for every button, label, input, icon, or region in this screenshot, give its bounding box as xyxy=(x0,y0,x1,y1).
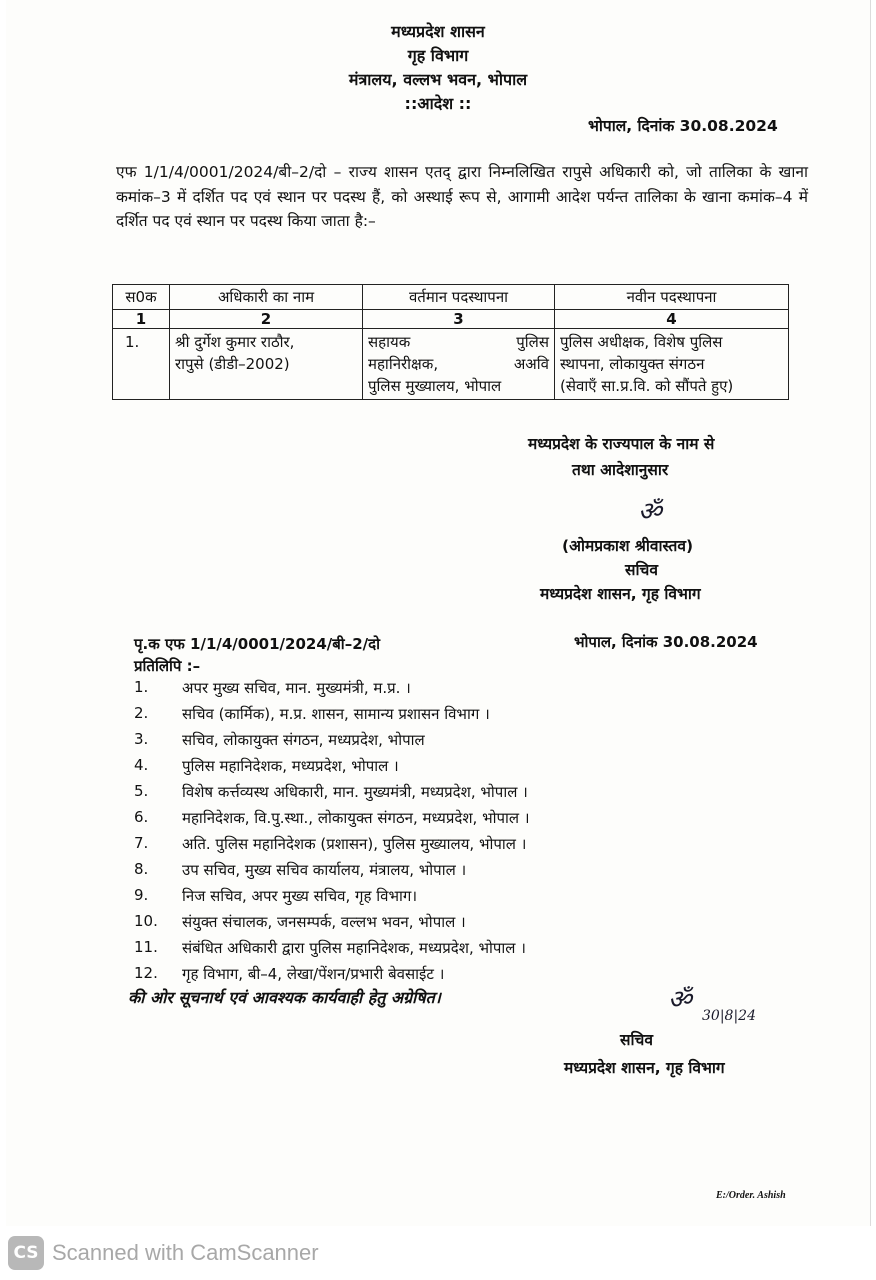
header-govt: मध्यप्रदेश शासन xyxy=(391,22,485,41)
camscanner-logo-icon: CS xyxy=(8,1236,44,1270)
table-header-row xyxy=(113,285,789,310)
header-officer-name: अधिकारी का नाम xyxy=(170,285,363,310)
header-new-posting: नवीन पदस्थापना xyxy=(555,285,789,310)
camscanner-watermark: Scanned with CamScanner xyxy=(52,1240,319,1265)
header-sno: स0क xyxy=(113,285,170,310)
second-signatory-designation: सचिव xyxy=(620,1031,653,1049)
header-order-title: ::आदेश :: xyxy=(404,94,472,113)
table-row xyxy=(113,329,789,400)
file-ref: E:/Order. Ashish xyxy=(716,1190,786,1201)
header-department: गृह विभाग xyxy=(407,46,469,65)
col-number: 2 xyxy=(170,310,363,329)
second-signature-mark: ॐ xyxy=(668,985,692,1015)
col-number: 4 xyxy=(555,310,789,329)
cell-current-posting: सहायक पुलिस महानिरीक्षक, अअवि पुलिस मुख्यालय, भोपाल xyxy=(363,329,555,400)
order-date: भोपाल, दिनांक 30.08.2024 xyxy=(588,117,778,135)
authority-line-2: तथा आदेशानुसार xyxy=(572,461,669,479)
table-column-number-row xyxy=(113,310,789,329)
cell-new-posting: पुलिस अधीक्षक, विशेष पुलिस स्थापना, लोकायुक्त संगठन (सेवाएँ सा.प्र.वि. को सौंपते हुए) xyxy=(555,329,789,400)
col-number: 1 xyxy=(113,310,170,329)
signatory-name: (ओमप्रकाश श्रीवास्तव) xyxy=(562,537,694,555)
cell-officer-name: श्री दुर्गेश कुमार राठौर, रापुसे (डीडी–2002) xyxy=(170,329,363,400)
second-signatory-department: मध्यप्रदेश शासन, गृह विभाग xyxy=(564,1059,725,1077)
col-number: 3 xyxy=(363,310,555,329)
header-address: मंत्रालय, वल्लभ भवन, भोपाल xyxy=(348,70,528,89)
endorsement-ref: पृ.क एफ 1/1/4/0001/2024/बी–2/दो xyxy=(134,635,380,653)
signatory-department: मध्यप्रदेश शासन, गृह विभाग xyxy=(540,585,701,603)
endorsement-date: भोपाल, दिनांक 30.08.2024 xyxy=(574,633,758,651)
signatory-designation: सचिव xyxy=(625,561,658,579)
signature-mark: ॐ xyxy=(638,497,662,527)
copy-label: प्रतिलिपि :– xyxy=(134,657,201,675)
posting-table xyxy=(112,284,789,400)
header-current-posting: वर्तमान पदस्थापना xyxy=(363,285,555,310)
authority-line-1: मध्यप्रदेश के राज्यपाल के नाम से xyxy=(528,435,715,453)
forward-note: की ओर सूचनार्थ एवं आवश्यक कार्यवाही हेतु अग्रेषित। xyxy=(128,988,441,1007)
order-paragraph: एफ 1/1/4/0001/2024/बी–2/दो – राज्य शासन एतद् द्वारा निम्नलिखित रापुसे अधिकारी को, जो तालिका के खाना कमांक–3 में दर्शित पद एवं स्थान पर पदस्थ हैं, को अस्थाई रूप से, आगामी आदेश पर्यन्त तालिका के खाना कमांक–4 में दर्शित पद एवं स्थान पर पदस्थ किया जाता है:– xyxy=(116,163,808,230)
handwritten-date: 30|8|24 xyxy=(702,1008,756,1024)
cell-sno: 1. xyxy=(113,329,170,400)
